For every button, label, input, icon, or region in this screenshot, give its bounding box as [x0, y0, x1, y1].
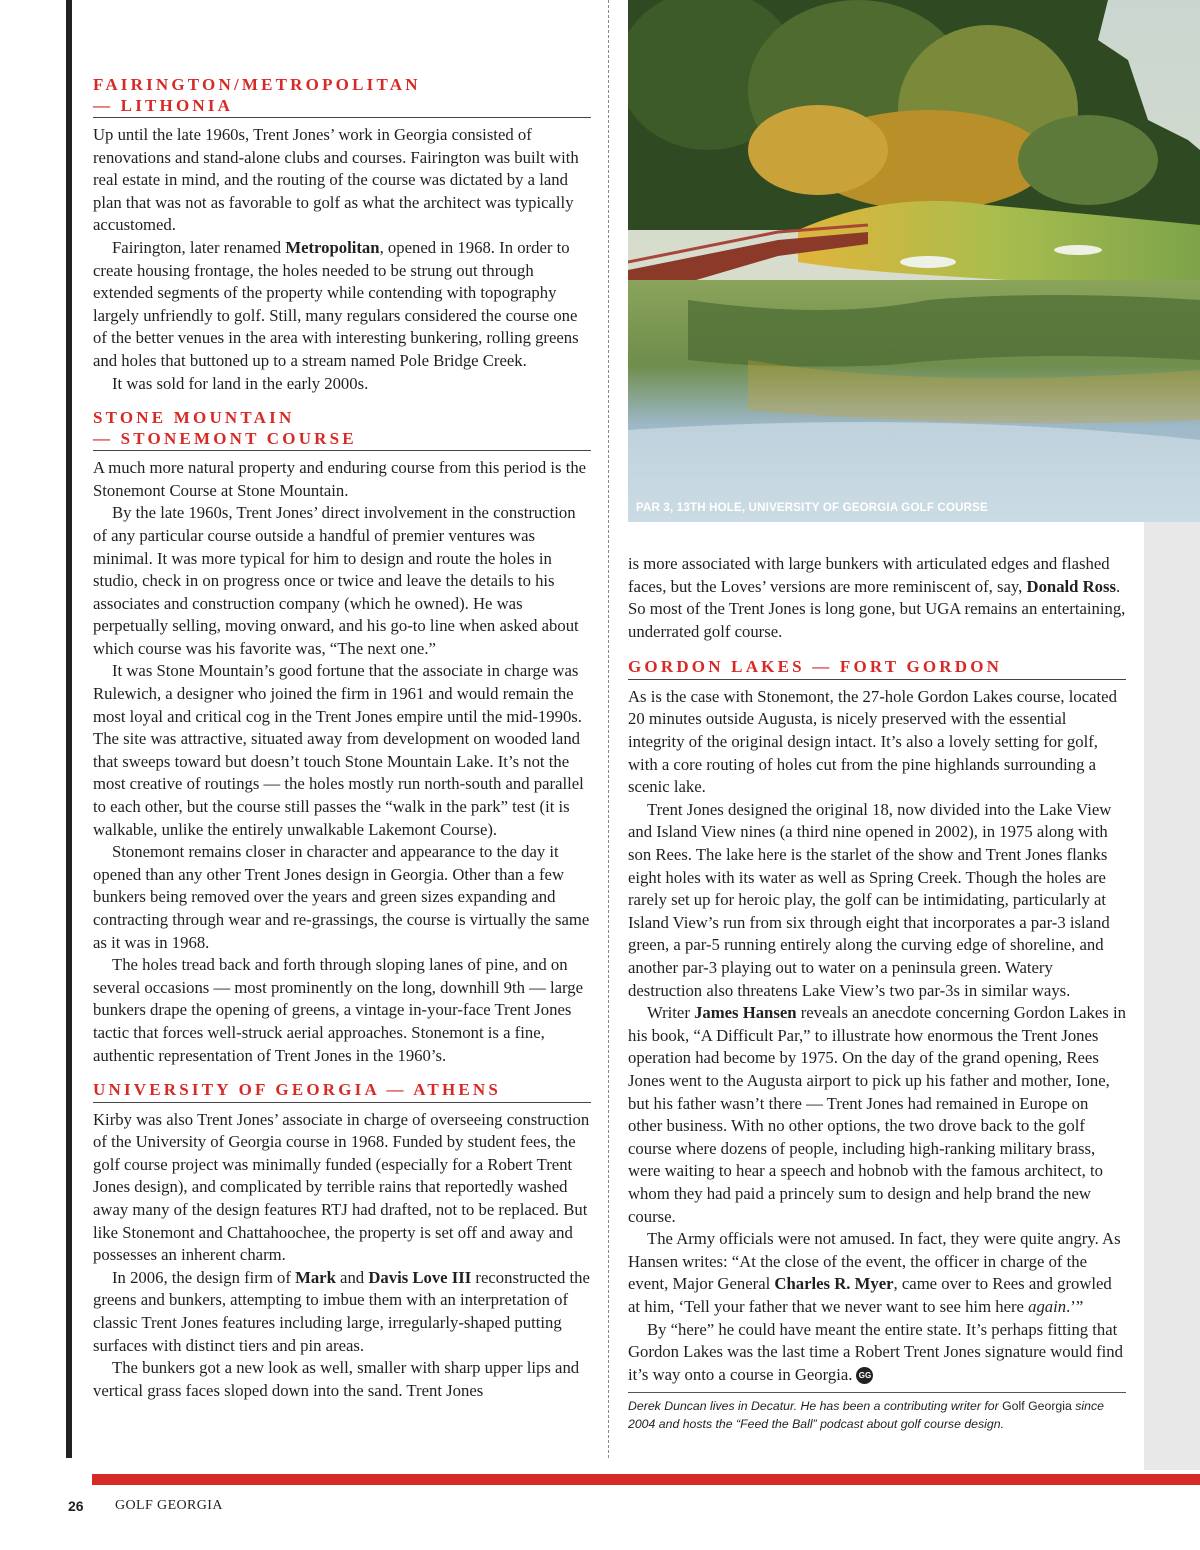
end-mark-icon: GG: [856, 1367, 873, 1384]
paragraph: Kirby was also Trent Jones’ associate in charge of overseeing construction of the University of Georgia course in 1968. Funded by student fees, the golf course project was minimally funded (especially for a Robert Trent Jones design), and complicated by terrible rains that reportedly washed away many of the design features RTJ had drafted, not to be replaced. But like Stonemont and Chattahoochee, the property is set off and away and possesses an inherent charm.: [93, 1109, 590, 1265]
section-heading-fairington: [93, 75, 591, 118]
paragraph: Stonemont remains closer in character and appearance to the day it opened than any other Trent Jones design in Georgia. Other than a few bunkers being removed over the years and green sizes expanding and contracting through wear and re-grassings, the course is virtually the same as it was in 1968.: [93, 842, 590, 952]
left-edge-bar: [66, 0, 72, 1458]
column-divider: [608, 0, 609, 1458]
paragraph: By “here” he could have meant the entire state. It’s perhaps fitting that Gordon Lakes was the last time a Robert Trent Jones signature would find it’s way onto a course in Georgia. GG: [628, 1319, 1123, 1384]
footer-red-bar: [92, 1474, 1200, 1485]
heading-line-2: — LITHONIA: [93, 95, 234, 115]
lake-landscape-image: [628, 0, 1200, 522]
bold-name: Donald Ross: [1026, 576, 1117, 596]
heading-line-1: STONE MOUNTAIN: [93, 408, 295, 428]
page-number: 26: [68, 1498, 84, 1514]
photo-caption: PAR 3, 13TH HOLE, UNIVERSITY OF GEORGIA GOLF COURSE: [636, 502, 988, 514]
paragraph: The bunkers got a new look as well, smaller with sharp upper lips and vertical grass faces sloped down into the sand. Trent Jones: [93, 1358, 580, 1400]
paragraph-continued: is more associated with large bunkers with articulated edges and flashed faces, but the Loves’ versions are more reminiscent of, say, Donald Ross. So most of the Trent Jones is long gone, but UGA remains an entertaining, underrated golf course.: [628, 554, 1126, 641]
section-heading-gordon-lakes: GORDON LAKES — FORT GORDON: [628, 657, 1126, 680]
bold-name: Mark: [295, 1267, 336, 1287]
paragraph: Trent Jones designed the original 18, now divided into the Lake View and Island View nines (a third nine opened in 2002), in 1975 along with son Rees. The lake here is the starlet of the show and Trent Jones flanks eight holes with its water as well as Spring Creek. Though the holes are rarely set up for heroic play, the golf can be intimidating, particularly at Island View’s run from six through eight that incorporates a par-3 island green, a par-5 running entirely along the curving edge of shoreline, and another par-3 playing out to water on a peninsula green. Watery destruction also threatens Lake View’s two par-3s in similar ways.: [628, 799, 1112, 1000]
bold-name: Davis Love III: [368, 1267, 472, 1287]
paragraph: A much more natural property and enduring course from this period is the Stonemont Course at Stone Mountain.: [93, 458, 587, 500]
bold-name: Charles R. Myer: [774, 1274, 894, 1294]
bold-name: Metropolitan: [285, 237, 380, 257]
right-margin-panel: [1144, 522, 1200, 1470]
paragraph: The holes tread back and forth through sloping lanes of pine, and on several occasions — most prominently on the long, downhill 9th — large bunkers drape the opening of greens, a vintage in-your-face Trent Jones tactic that forces well-struck aerial approaches. Stonemont is a fine, authentic representation of Trent Jones in the 1960’s.: [93, 955, 584, 1065]
bold-name: James Hansen: [694, 1003, 797, 1023]
paragraph: It was Stone Mountain’s good fortune that the associate in charge was Rulewich, a designer who joined the firm in 1961 and would remain the most loyal and critical cog in the Trent Jones empire until the mid-1990s. The site was attractive, situated away from development on wooded land that sweeps toward but doesn’t touch Stone Mountain Lake. It’s not the most creative of routings — the holes mostly run north-south and parallel to each other, but the course still passes the “walk in the park” test (it is walkable, unlike the entirely unwalkable Lakemont Course).: [93, 661, 584, 839]
publication-name: GOLF GEORGIA: [115, 1498, 223, 1513]
paragraph: Up until the late 1960s, Trent Jones’ work in Georgia consisted of renovations and stand-alone clubs and courses. Fairington was built with real estate in mind, and the routing of the course was dictated by a land plan that was not as favorable to golf as what the architect was typically accustomed.: [93, 125, 579, 235]
heading-line-1: FAIRINGTON/METROPOLITAN: [93, 75, 421, 94]
left-column: [93, 75, 591, 1402]
paragraph: In 2006, the design firm of Mark and Davis Love III reconstructed the greens and bunkers, attempting to imbue them with an interpretation of classic Trent Jones features including large, irregularly-shaped putting surfaces with distinct tiers and pin areas.: [93, 1267, 590, 1355]
golf-course-photo: [628, 0, 1200, 522]
section-heading-university-of-georgia: UNIVERSITY OF GEORGIA — ATHENS: [93, 1080, 591, 1103]
heading-line-2: — STONEMONT COURSE: [93, 428, 357, 448]
italic-word: again: [1028, 1296, 1067, 1316]
paragraph: Writer James Hansen reveals an anecdote concerning Gordon Lakes in his book, “A Difficult Par,” to illustrate how enormous the Trent Jones operation had become by 1975. On the day of the grand opening, Rees Jones went to the Augusta airport to pick up his father and mother, Ione, but his father wasn’t there — Trent Jones had remained in Europe on other business. With no other options, the two drove back to the golf course where dozens of people, including high-ranking military brass, were waiting to hear a speech and hobnob with the famous architect, to whom they had paid a princely sum to design and help brand the new course.: [628, 1003, 1126, 1226]
paragraph: By the late 1960s, Trent Jones’ direct involvement in the construction of any particular course outside a handful of premier ventures was minimal. It was more typical for him to design and route the holes in studio, check in on progress once or twice and leave the details to his associates and construction company (which he owned). He was perpetually selling, moving onward, and his go-to line when asked about which course was his favorite was, “The next one.”: [93, 503, 579, 658]
author-bio: Derek Duncan lives in Decatur. He has been a contributing writer for Golf Georgia since 2004 and hosts the “Feed the Ball” podcast about golf course design.: [628, 1392, 1126, 1433]
paragraph: As is the case with Stonemont, the 27-hole Gordon Lakes course, located 20 minutes outside Augusta, is nicely preserved with the essential integrity of the original design intact. It’s also a lovely setting for golf, with a core routing of holes cut from the pine highlands surrounding a scenic lake.: [628, 686, 1117, 797]
magazine-title: Golf Georgia: [1002, 1399, 1072, 1414]
right-column: [628, 553, 1126, 1433]
section-heading-stone-mountain: [93, 408, 591, 451]
paragraph: It was sold for land in the early 2000s.: [112, 373, 369, 393]
paragraph: Fairington, later renamed Metropolitan, opened in 1968. In order to create housing frontage, the holes needed to be strung out through extended segments of the property while contending with topography largely unfriendly to golf. Still, many regulars considered the course one of the better venues in the area with interesting bunkering, rolling greens and holes that buttoned up to a stream named Pole Bridge Creek.: [93, 237, 579, 370]
paragraph: The Army officials were not amused. In fact, they were quite angry. As Hansen writes: “At the close of the event, the officer in charge of the event, Major General Charles R. Myer, came over to Rees and growled at him, ‘Tell your father that we never want to see him here again.’”: [628, 1229, 1121, 1316]
